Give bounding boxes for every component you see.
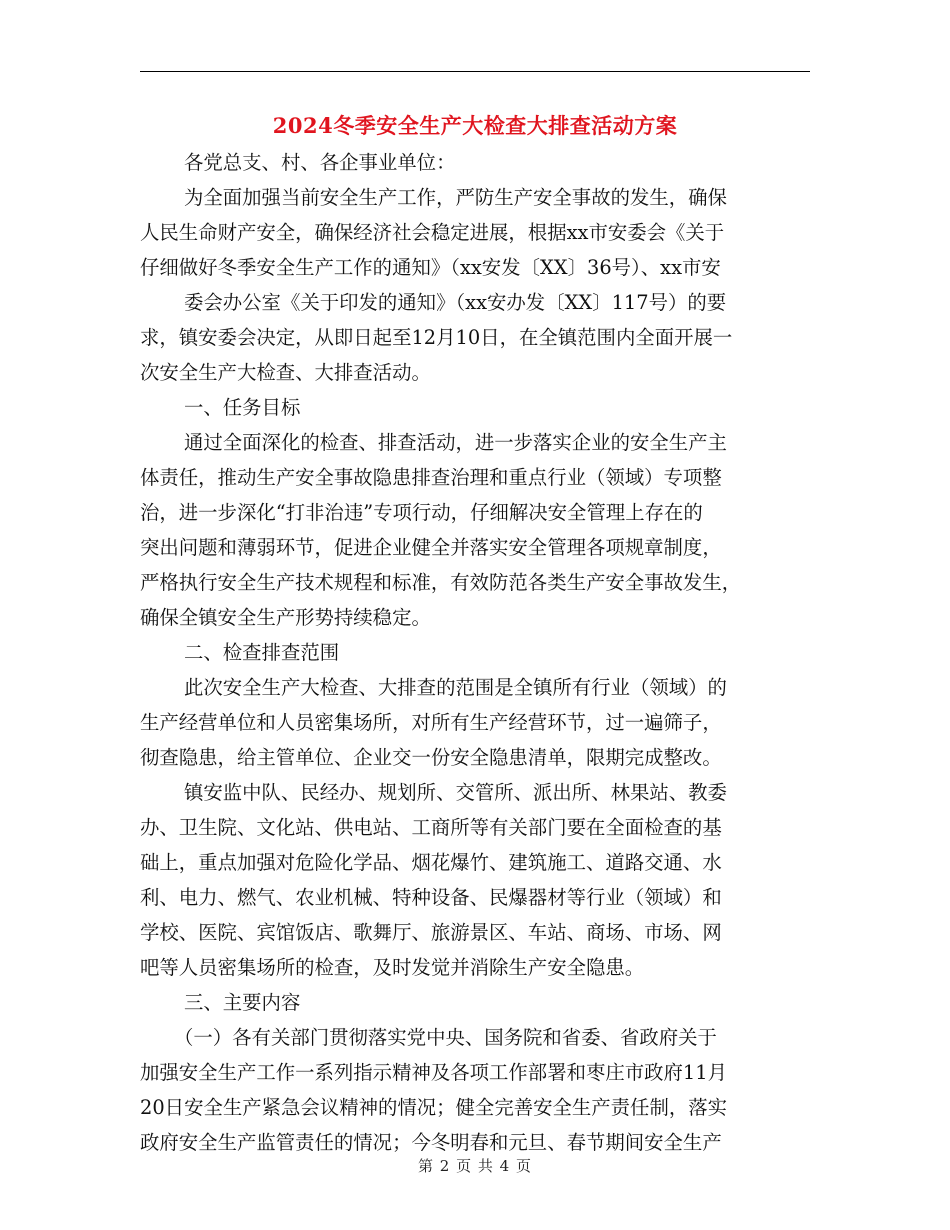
header-rule bbox=[140, 71, 810, 72]
paragraph-line: 办、卫生院、文化站、供电站、工商所等有关部门要在全面检查的基 bbox=[140, 816, 722, 839]
paragraph-line: 20日安全生产紧急会议精神的情况；健全完善安全生产责任制，落实 bbox=[140, 1096, 728, 1119]
paragraph-line: 突出问题和薄弱环节，促进企业健全并落实安全管理各项规章制度， bbox=[140, 536, 722, 559]
document-body bbox=[140, 145, 810, 1160]
paragraph-line: 严格执行安全生产技术规程和标准，有效防范各类生产安全事故发生， bbox=[140, 571, 742, 594]
paragraph-line: 政府安全生产监管责任的情况；今冬明春和元旦、春节期间安全生产 bbox=[140, 1131, 722, 1154]
paragraph-line: 人民生命财产安全，确保经济社会稳定进展，根据xx市安委会《关于 bbox=[140, 221, 725, 244]
paragraph-line: 仔细做好冬季安全生产工作的通知》（xx安发〔XX〕36号）、xx市安 bbox=[140, 256, 721, 279]
paragraph-line: 吧等人员密集场所的检查，及时发觉并消除生产安全隐患。 bbox=[140, 956, 645, 979]
section-heading: 二、检查排查范围 bbox=[184, 641, 340, 664]
paragraph-line: 通过全面深化的检查、排查活动，进一步落实企业的安全生产主 bbox=[184, 431, 727, 454]
paragraph-line: 此次安全生产大检查、大排查的范围是全镇所有行业（领域）的 bbox=[184, 676, 727, 699]
paragraph-line: 确保全镇安全生产形势持续稳定。 bbox=[140, 606, 431, 629]
page-footer: 第 2 页 共 4 页 bbox=[418, 1157, 532, 1175]
section-heading: 一、任务目标 bbox=[184, 396, 301, 419]
paragraph-line: 学校、医院、宾馆饭店、歌舞厅、旅游景区、车站、商场、市场、网 bbox=[140, 921, 722, 944]
paragraph-line: 治，进一步深化“打非治违”专项行动，仔细解决安全管理上存在的 bbox=[140, 501, 703, 524]
paragraph-line: 次安全生产大检查、大排查活动。 bbox=[140, 361, 431, 384]
paragraph-line: （一）各有关部门贯彻落实党中央、国务院和省委、省政府关于 bbox=[174, 1026, 717, 1049]
paragraph-line: 求，镇安委会决定，从即日起至12月10日，在全镇范围内全面开展一 bbox=[140, 326, 733, 349]
paragraph-line: 础上，重点加强对危险化学品、烟花爆竹、建筑施工、道路交通、水 bbox=[140, 851, 722, 874]
paragraph-line: 彻查隐患，给主管单位、企业交一份安全隐患清单，限期完成整改。 bbox=[140, 746, 722, 769]
paragraph-line: 委会办公室《关于印发的通知》（xx安办发〔XX〕117号）的要 bbox=[184, 291, 727, 314]
section-heading: 三、主要内容 bbox=[184, 991, 301, 1014]
paragraph-line: 加强安全生产工作一系列指示精神及各项工作部署和枣庄市政府11月 bbox=[140, 1061, 728, 1084]
paragraph-line: 利、电力、燃气、农业机械、特种设备、民爆器材等行业（领域）和 bbox=[140, 886, 722, 909]
paragraph-line: 为全面加强当前安全生产工作，严防生产安全事故的发生，确保 bbox=[184, 186, 727, 209]
paragraph-line: 体责任，推动生产安全事故隐患排查治理和重点行业（领域）专项整 bbox=[140, 466, 722, 489]
document-title: 2024冬季安全生产大检查大排查活动方案 bbox=[272, 113, 678, 138]
paragraph-line: 镇安监中队、民经办、规划所、交管所、派出所、林果站、教委 bbox=[184, 781, 727, 804]
paragraph-line: 各党总支、村、各企事业单位： bbox=[184, 151, 456, 174]
paragraph-line: 生产经营单位和人员密集场所，对所有生产经营环节，过一遍筛子， bbox=[140, 711, 722, 734]
